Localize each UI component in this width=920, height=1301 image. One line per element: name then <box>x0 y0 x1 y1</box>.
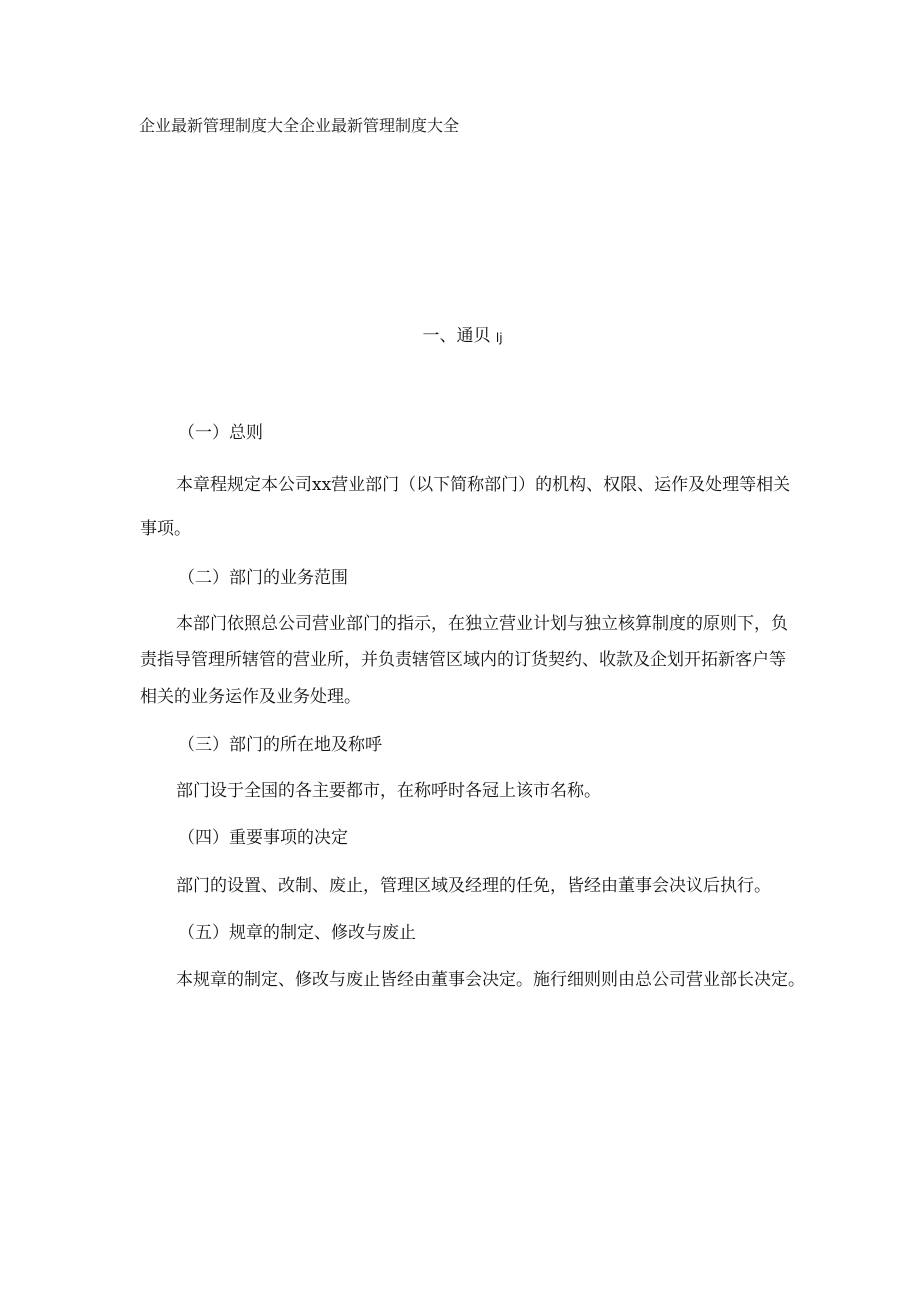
paragraph-line: 部门设于全国的各主要都市，在称呼时各冠上该市名称。 <box>176 781 601 801</box>
paragraph-line: 部门的设置、改制、废止，管理区域及经理的任免，皆经由董事会决议后执行。 <box>176 876 771 896</box>
section-heading: （五）规章的制定、修改与废止 <box>178 923 416 943</box>
section-heading: （二）部门的业务范围 <box>178 568 348 588</box>
paragraph-line: 相关的业务运作及业务处理。 <box>140 687 361 707</box>
paragraph-line: 事项。 <box>140 519 191 539</box>
section-heading: （三）部门的所在地及称呼 <box>178 735 382 755</box>
document-header: 企业最新管理制度大全企业最新管理制度大全 <box>139 116 460 135</box>
chapter-title-suffix: lj <box>495 331 503 345</box>
paragraph-line: 本规章的制定、修改与废止皆经由董事会决定。施行细则则由总公司营业部长决定。 <box>176 970 805 990</box>
paragraph-line: 本章程规定本公司xx营业部门（以下简称部门）的机构、权限、运作及处理等相关 <box>176 475 791 495</box>
chapter-title-text: 一、通贝 <box>422 326 491 346</box>
section-heading: （一）总则 <box>178 423 263 443</box>
chapter-title <box>0 321 920 346</box>
section-heading: （四）重要事项的决定 <box>178 828 348 848</box>
paragraph-line: 本部门依照总公司营业部门的指示，在独立营业计划与独立核算制度的原则下，负 <box>176 614 788 634</box>
paragraph-line: 责指导管理所辖管的营业所，并负责辖管区域内的订货契约、收款及企划开拓新客户等 <box>140 650 786 670</box>
